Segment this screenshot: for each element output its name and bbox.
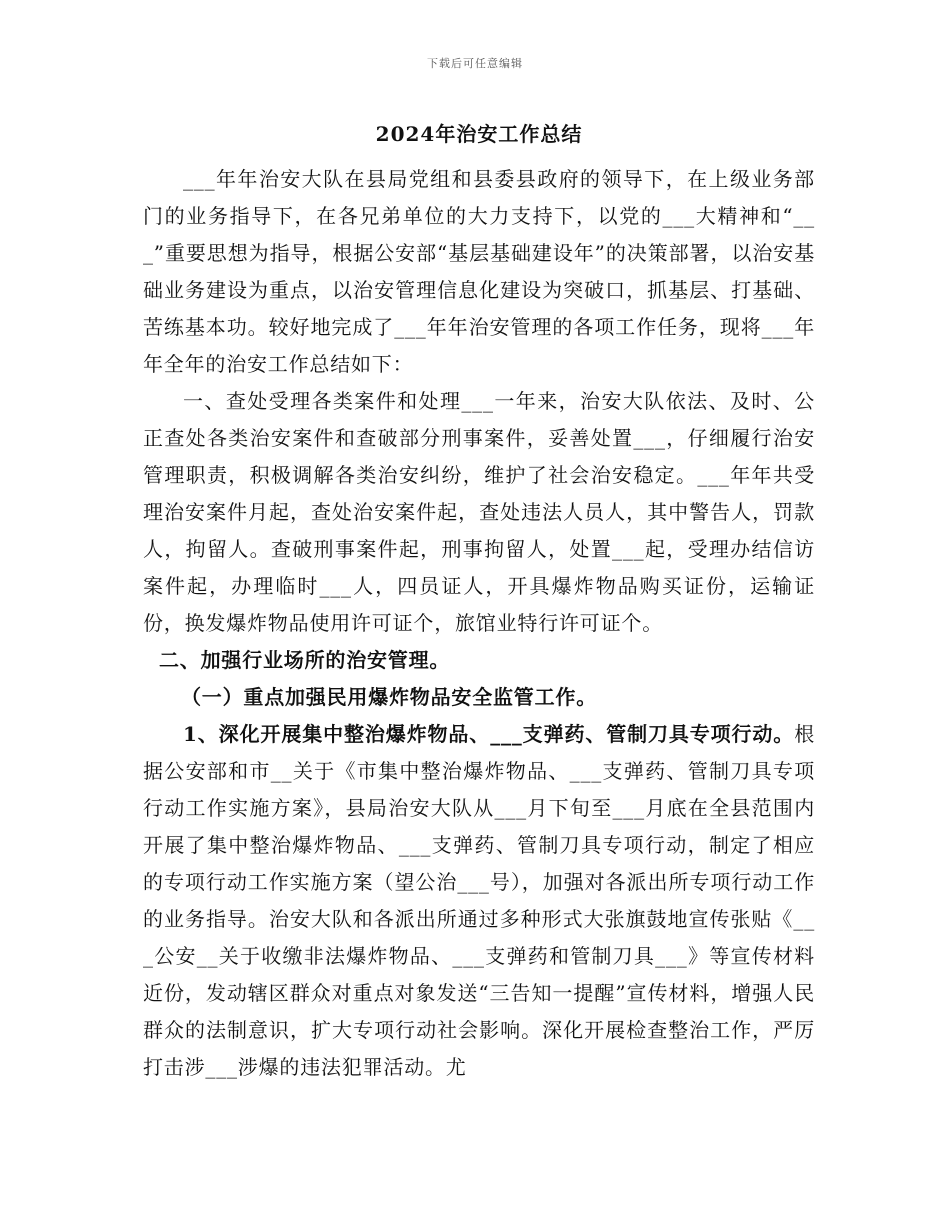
section-1-paragraph: 一、查处受理各类案件和处理___一年来，治安大队依法、及时、公正查处各类治安案件和查破部分刑事案件，妥善处置___，仔细履行治安管理职责，积极调解各类治安纠纷，维护了社会治安稳定。___年年共受理治安案件月起，查处治安案件起，查处违法人员人，其中警告人，罚款人，拘留人。查破刑事案件起，刑事拘留人，处置___起，受理办结信访案件起，办理临时___人，四员证人，开具爆炸物品购买证份，运输证份，换发爆炸物品使用许可证个，旅馆业特行许可证个。: [143, 389, 815, 635]
subsection-1-heading: （一）重点加强民用爆炸物品安全监管工作。: [181, 685, 597, 709]
item-1-lead: 1、深化开展集中整治爆炸物品、___支弹药、管制刀具专项行动。: [183, 722, 795, 746]
document-title: 2024年治安工作总结: [375, 122, 583, 146]
item-1-paragraph: [143, 716, 815, 1086]
document-page: [143, 118, 815, 1086]
item-1-body: 根据公安部和市__关于《市集中整治爆炸物品、___支弹药、管制刀具专项行动工作实施方案》，县局治安大队从___月下旬至___月底在全县范围内开展了集中整治爆炸物品、___支弹药、管制刀具专项行动，制定了相应的专项行动工作实施方案（望公治___号），加强对各派出所专项行动工作的业务指导。治安大队和各派出所通过多种形式大张旗鼓地宣传张贴《___公安__关于收缴非法爆炸物品、___支弹药和管制刀具___》等宣传材料近份，发动辖区群众对重点对象发送“三告知一提醒”宣传材料，增强人民群众的法制意识，扩大专项行动社会影响。深化开展检查整治工作，严厉打击涉___涉爆的违法犯罪活动。尤: [143, 722, 815, 1079]
header-note: 下载后可任意编辑: [427, 57, 523, 70]
intro-paragraph: ___年年治安大队在县局党组和县委县政府的领导下，在上级业务部门的业务指导下，在各兄弟单位的大力支持下，以党的___大精神和“___”重要思想为指导，根据公安部“基层基础建设年”的决策部署，以治安基础业务建设为重点，以治安管理信息化建设为突破口，抓基层、打基础、苦练基本功。较好地完成了___年年治安管理的各项工作任务，现将___年年全年的治安工作总结如下：: [143, 167, 815, 376]
section-2-heading: 二、加强行业场所的治安管理。: [159, 648, 451, 672]
